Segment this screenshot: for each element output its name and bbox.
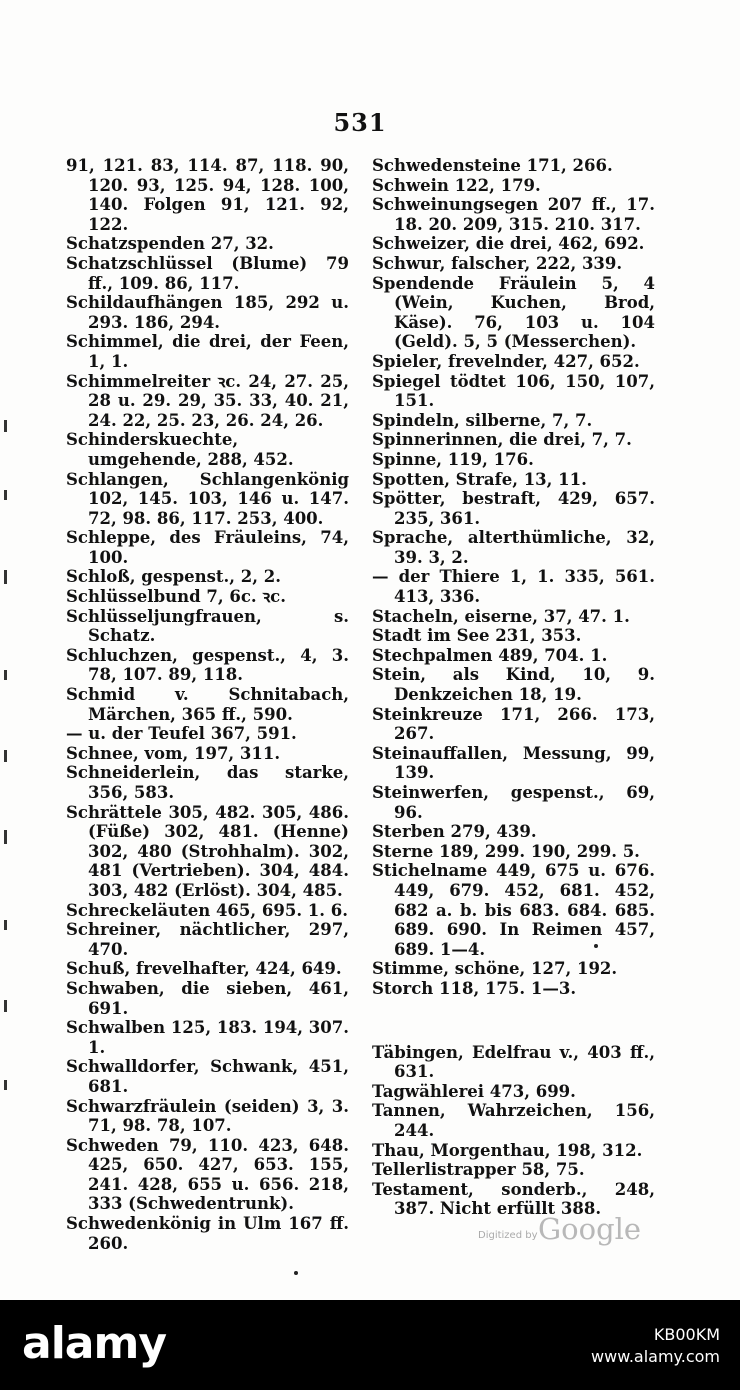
stock-url: www.alamy.com [591, 1347, 720, 1366]
stray-dot [294, 1271, 298, 1275]
index-entry: Schleppe, des Fräuleins, 74, 100. [66, 528, 349, 567]
index-entry: Spotten, Strafe, 13, 11. [372, 469, 587, 489]
index-entry: Schluchzen, gespenst., 4, 3. 78, 107. 89, 118. [66, 645, 349, 685]
index-entry: Schlangen, Schlangenkönig 102, 145. 103, 146 u. 147. 72, 98. 86, 117. 253, 400. [66, 469, 349, 528]
index-entry: Schreiner, nächtlicher, 297, 470. [66, 920, 349, 959]
index-entry: Spinnerinnen, die drei, 7, 7. [372, 430, 632, 450]
index-entry: — der Thiere 1, 1. 335, 561. 413, 336. [372, 567, 655, 607]
index-entry: Steinkreuze 171, 266. 173, 267. [372, 704, 655, 744]
index-entry: Täbingen, Edelfrau v., 403 ff., 631. [372, 1042, 655, 1082]
index-entry: Schimmelreiter ꝛc. 24, 27. 25, 28 u. 29. 29, 35. 33, 40. 21, 24. 22, 25. 23, 26. 24, 26. [66, 371, 349, 430]
index-entry: Spinne, 119, 176. [372, 449, 534, 469]
index-entry: Steinauffallen, Messung, 99, 139. [372, 743, 655, 783]
index-entry: Schneiderlein, das starke, 356, 583. [66, 763, 349, 802]
index-entry: Sterben 279, 439. [372, 822, 537, 842]
index-entry: Schweden 79, 110. 423, 648. 425, 650. 427, 653. 155, 241. 428, 655 u. 656. 218, 333 (Schwedentrunk). [66, 1135, 349, 1214]
index-entry: Stimme, schöne, 127, 192. [372, 959, 618, 979]
index-entry: Spötter, bestraft, 429, 657. 235, 361. [372, 489, 655, 528]
stock-image-info [591, 1324, 720, 1368]
index-entry: Schwedenkönig in Ulm 167 ff. 260. [66, 1214, 349, 1253]
index-entry: Schatzspenden 27, 32. [66, 234, 274, 254]
index-entry: Spendende Fräulein 5, 4 (Wein, Kuchen, Brod, Käse). 76, 103 u. 104 (Geld). 5, 5 (Messerchen). [372, 273, 655, 352]
index-entry: Storch 118, 175. 1—3. [372, 978, 577, 998]
section-gap [372, 999, 655, 1043]
index-entry: Schwarzfräulein (seiden) 3, 3. 71, 98. 78, 107. [66, 1096, 349, 1136]
index-entry: Schnee, vom, 197, 311. [66, 743, 281, 763]
index-entry: Schwalldorfer, Schwank, 451, 681. [66, 1057, 349, 1096]
index-entry: Sterne 189, 299. 190, 299. 5. [372, 841, 640, 861]
index-entry: Testament, sonderb., 248, 387. Nicht erfüllt 388. [372, 1179, 655, 1219]
index-entry: — u. der Teufel 367, 591. [66, 724, 297, 744]
index-entry: Schwaben, die sieben, 461, 691. [66, 978, 349, 1018]
index-entry: Tannen, Wahrzeichen, 156, 244. [372, 1101, 655, 1140]
index-entry: Schrättele 305, 482. 305, 486. (Füße) 302, 481. (Henne) 302, 480 (Strohhalm). 302, 481 (Vertrieben). 304, 484. 303, 482 (Erlöst). 304, 485. [66, 802, 349, 900]
index-entry: Schinderskuechte, umgehende, 288, 452. [66, 430, 294, 469]
index-entry: Schweinungsegen 207 ff., 17. 18. 20. 209, 315. 210. 317. [372, 195, 655, 234]
margin-marks [4, 420, 20, 1160]
index-entry: Schlüsseljungfrauen, s. Schatz. [66, 606, 349, 646]
index-entry: Schmid v. Schnitabach, Märchen, 365 ff., 590. [66, 685, 349, 724]
index-entry: Schuß, frevelhafter, 424, 649. [66, 959, 342, 979]
stock-footer [0, 1300, 740, 1390]
google-logo: Google [538, 1212, 642, 1246]
index-entry: Schwalben 125, 183. 194, 307. 1. [66, 1018, 349, 1057]
index-entry: Schimmel, die drei, der Feen, 1, 1. [66, 332, 349, 371]
index-entry: Tellerlistrapper 58, 75. [372, 1160, 585, 1180]
digitized-by-label: Digitized by [478, 1230, 538, 1241]
index-entry: Schwein 122, 179. [372, 175, 541, 195]
index-entry: Schloß, gespenst., 2, 2. [66, 567, 281, 587]
index-entry: Spieler, frevelnder, 427, 652. [372, 351, 640, 371]
index-column-right [372, 156, 655, 1219]
index-entry: Stacheln, eiserne, 37, 47. 1. [372, 606, 630, 626]
index-entry: Schwur, falscher, 222, 339. [372, 253, 623, 273]
index-entry: Schlüsselbund 7, 6c. ꝛc. [66, 587, 286, 607]
alamy-logo: alamy [22, 1318, 166, 1369]
index-entry: 91, 121. 83, 114. 87, 118. 90, 120. 93, 125. 94, 128. 100, 140. Folgen 91, 121. 92, 122. [66, 156, 349, 234]
index-entry: Sprache, alterthümliche, 32, 39. 3, 2. [372, 528, 655, 567]
index-entry: Thau, Morgenthau, 198, 312. [372, 1140, 643, 1160]
index-entry: Stadt im See 231, 353. [372, 626, 582, 646]
index-entry: Schwedensteine 171, 266. [372, 156, 613, 175]
index-entry: Tagwählerei 473, 699. [372, 1081, 576, 1101]
digitized-watermark [478, 1212, 642, 1252]
index-entry: Spiegel tödtet 106, 150, 107, 151. [372, 371, 655, 411]
index-entry: Spindeln, silberne, 7, 7. [372, 410, 593, 430]
index-entry: Stein, als Kind, 10, 9. Denkzeichen 18, 19. [372, 665, 655, 705]
page-number: 531 [333, 108, 387, 137]
image-id: KB00KM [653, 1325, 720, 1344]
index-entry: Schweizer, die drei, 462, 692. [372, 234, 645, 254]
index-entry: Schildaufhängen 185, 292 u. 293. 186, 294. [66, 293, 349, 332]
index-entry: Schreckeläuten 465, 695. 1. 6. [66, 900, 348, 920]
stray-dot [594, 944, 598, 948]
index-entry: Stechpalmen 489, 704. 1. [372, 645, 608, 665]
index-entry: Stichelname 449, 675 u. 676. 449, 679. 452, 681. 452, 682 a. b. bis 683. 684. 685. 689. 690. In Reimen 457, 689. 1—4. [372, 861, 655, 959]
index-column-left [66, 156, 349, 1253]
index-entry: Schatzschlüssel (Blume) 79 ff., 109. 86, 117. [66, 253, 349, 293]
index-entry: Steinwerfen, gespenst., 69, 96. [372, 783, 655, 822]
